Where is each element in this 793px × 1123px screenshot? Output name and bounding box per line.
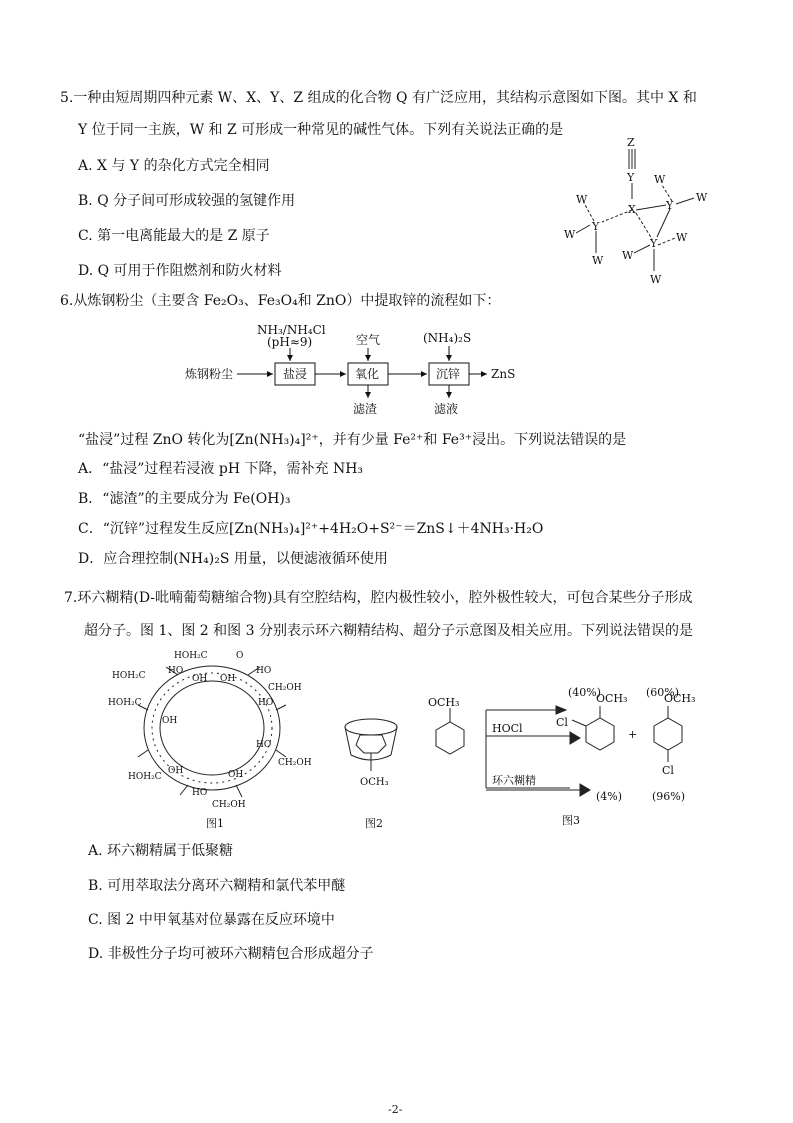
fig1-ch2oh-right: CH₂OH [268, 683, 302, 693]
q5-structure-diagram [560, 135, 720, 290]
q6-option-c: C．“沉锌”过程发生反应[Zn(NH₃)₄]²⁺+4H₂O+S²⁻＝ZnS↓＋4NH₃·H₂O [78, 521, 544, 537]
fig1-oh-3: OH [162, 716, 178, 726]
q7-figure3-reaction [420, 668, 720, 808]
fig1-ho-4: HO [256, 740, 272, 750]
q5-stem-line2: Y 位于同一主族，W 和 Z 可形成一种常见的碱性气体。下列有关说法正确的是 [78, 122, 564, 138]
q6-option-d: D．应合理控制(NH₄)₂S 用量，以便滤液循环使用 [78, 551, 388, 567]
fig1-oh-5: OH [228, 770, 244, 780]
page-number: -2- [388, 1103, 403, 1116]
flow-reagent1-note: (pH≈9) [267, 335, 313, 349]
fig1-hoh2c-bottom: HOH₂C [128, 772, 162, 782]
fig3-catalyst: 环六糊精 [492, 774, 536, 787]
fig1-ho-3: HO [258, 698, 274, 708]
fig3-para-cl: Cl [662, 764, 674, 777]
fig3-reactant-och3: OCH₃ [428, 696, 460, 709]
fig1-o-top: O [236, 651, 244, 661]
q7-option-b: B. 可用萃取法分离环六糊精和氯代苯甲醚 [88, 878, 346, 894]
flow-reagent2: 空气 [356, 333, 381, 347]
flow-out1: 滤渣 [353, 402, 378, 416]
flow-out2: 滤液 [434, 402, 459, 416]
flow-output: ZnS [491, 367, 516, 381]
flow-box1-label: 盐浸 [283, 367, 308, 381]
q7-figure1-cyclodextrin [108, 645, 313, 810]
atom-y-right: Y [666, 199, 674, 212]
q6-option-a: A．“盐浸”过程若浸液 pH 下降，需补充 NH₃ [78, 461, 364, 477]
fig1-ho-1: HO [168, 666, 184, 676]
flow-box2-label: 氧化 [355, 367, 380, 381]
q5-stem-line1: 5.一种由短周期四种元素 W、X、Y、Z 组成的化合物 Q 有广泛应用，其结构示意图如下图。其中 X 和 [60, 90, 697, 106]
atom-w-3: W [576, 193, 588, 206]
fig1-ho-2: HO [256, 666, 272, 676]
fig3-plus: + [628, 728, 638, 741]
q5-option-c: C. 第一电离能最大的是 Z 原子 [78, 228, 270, 244]
fig3-para-pct2: (96%) [652, 790, 686, 803]
flow-reagent1: NH₃/NH₄Cl [257, 323, 326, 337]
q7-option-c: C. 图 2 中甲氧基对位暴露在反应环境中 [88, 912, 335, 928]
fig1-hoh2c-top: HOH₂C [174, 651, 208, 661]
fig3-para-och3: OCH₃ [664, 692, 696, 705]
q5-option-b: B. Q 分子间可形成较强的氢键作用 [78, 193, 296, 209]
q6-note: “盐浸”过程 ZnO 转化为[Zn(NH₃)₄]²⁺，并有少量 Fe²⁺和 Fe³⁺浸出。下列说法错误的是 [78, 432, 627, 448]
q7-figure3-caption: 图3 [562, 814, 580, 827]
fig3-reagent: HOCl [492, 722, 523, 735]
q7-option-d: D. 非极性分子均可被环六糊精包合形成超分子 [88, 946, 374, 962]
q6-option-b: B．“滤渣”的主要成分为 Fe(OH)₃ [78, 491, 291, 507]
atom-w-8: W [650, 273, 662, 286]
fig1-oh-4: OH [168, 766, 184, 776]
fig3-ortho-cl: Cl [556, 716, 568, 729]
fig1-ch2oh-bottom: CH₂OH [212, 800, 246, 810]
fig1-hoh2c-left: HOH₂C [112, 671, 146, 681]
q7-stem-line2: 超分子。图 1、图 2 和图 3 分别表示环六糊精结构、超分子示意图及相关应用。下列说法错误的是 [84, 623, 693, 639]
fig1-oh-1: OH [192, 674, 208, 684]
atom-w-1: W [654, 173, 666, 186]
atom-w-6: W [676, 231, 688, 244]
q5-option-a: A. X 与 Y 的杂化方式完全相同 [78, 158, 270, 174]
fig1-ch2oh-right2: CH₂OH [278, 758, 312, 768]
atom-x: X [628, 203, 636, 216]
atom-y-top: Y [627, 171, 635, 184]
q7-figure2-supramolecule [338, 715, 408, 795]
q5-option-d: D. Q 可用于作阻燃剂和防火材料 [78, 263, 282, 279]
q6-flow-diagram [185, 318, 525, 418]
fig3-ortho-pct1: (40%) [568, 686, 602, 699]
atom-y-left: Y [592, 220, 600, 233]
q7-figure2-caption: 图2 [365, 817, 383, 830]
atom-w-7: W [622, 249, 634, 262]
fig1-oh-2: OH [220, 674, 236, 684]
q7-figure1-caption: 图1 [206, 817, 224, 830]
fig1-ho-5: HO [192, 788, 208, 798]
fig1-hoh2c-mid: HOH₂C [108, 698, 142, 708]
flow-reagent3: (NH₄)₂S [423, 331, 472, 345]
flow-input: 炼钢粉尘 [185, 367, 234, 381]
fig3-ortho-pct2: (4%) [596, 790, 623, 803]
atom-w-5: W [592, 254, 604, 267]
atom-w-2: W [696, 191, 708, 204]
q6-stem: 6.从炼钢粉尘（主要含 Fe₂O₃、Fe₃O₄和 ZnO）中提取锌的流程如下： [60, 293, 501, 309]
q7-option-a: A. 环六糊精属于低聚糖 [88, 843, 234, 859]
atom-y-bottom: Y [650, 237, 658, 250]
atom-w-4: W [564, 228, 576, 241]
flow-box3-label: 沉锌 [436, 367, 461, 381]
fig2-och3: OCH₃ [360, 777, 389, 788]
fig3-para-pct1: (60%) [646, 686, 680, 699]
atom-z: Z [627, 136, 635, 149]
fig3-ortho-och3: OCH₃ [596, 692, 628, 705]
q7-stem-line1: 7.环六糊精(D-吡喃葡萄糖缩合物)具有空腔结构，腔内极性较小，腔外极性较大，可包合某些分子形成 [64, 590, 693, 606]
